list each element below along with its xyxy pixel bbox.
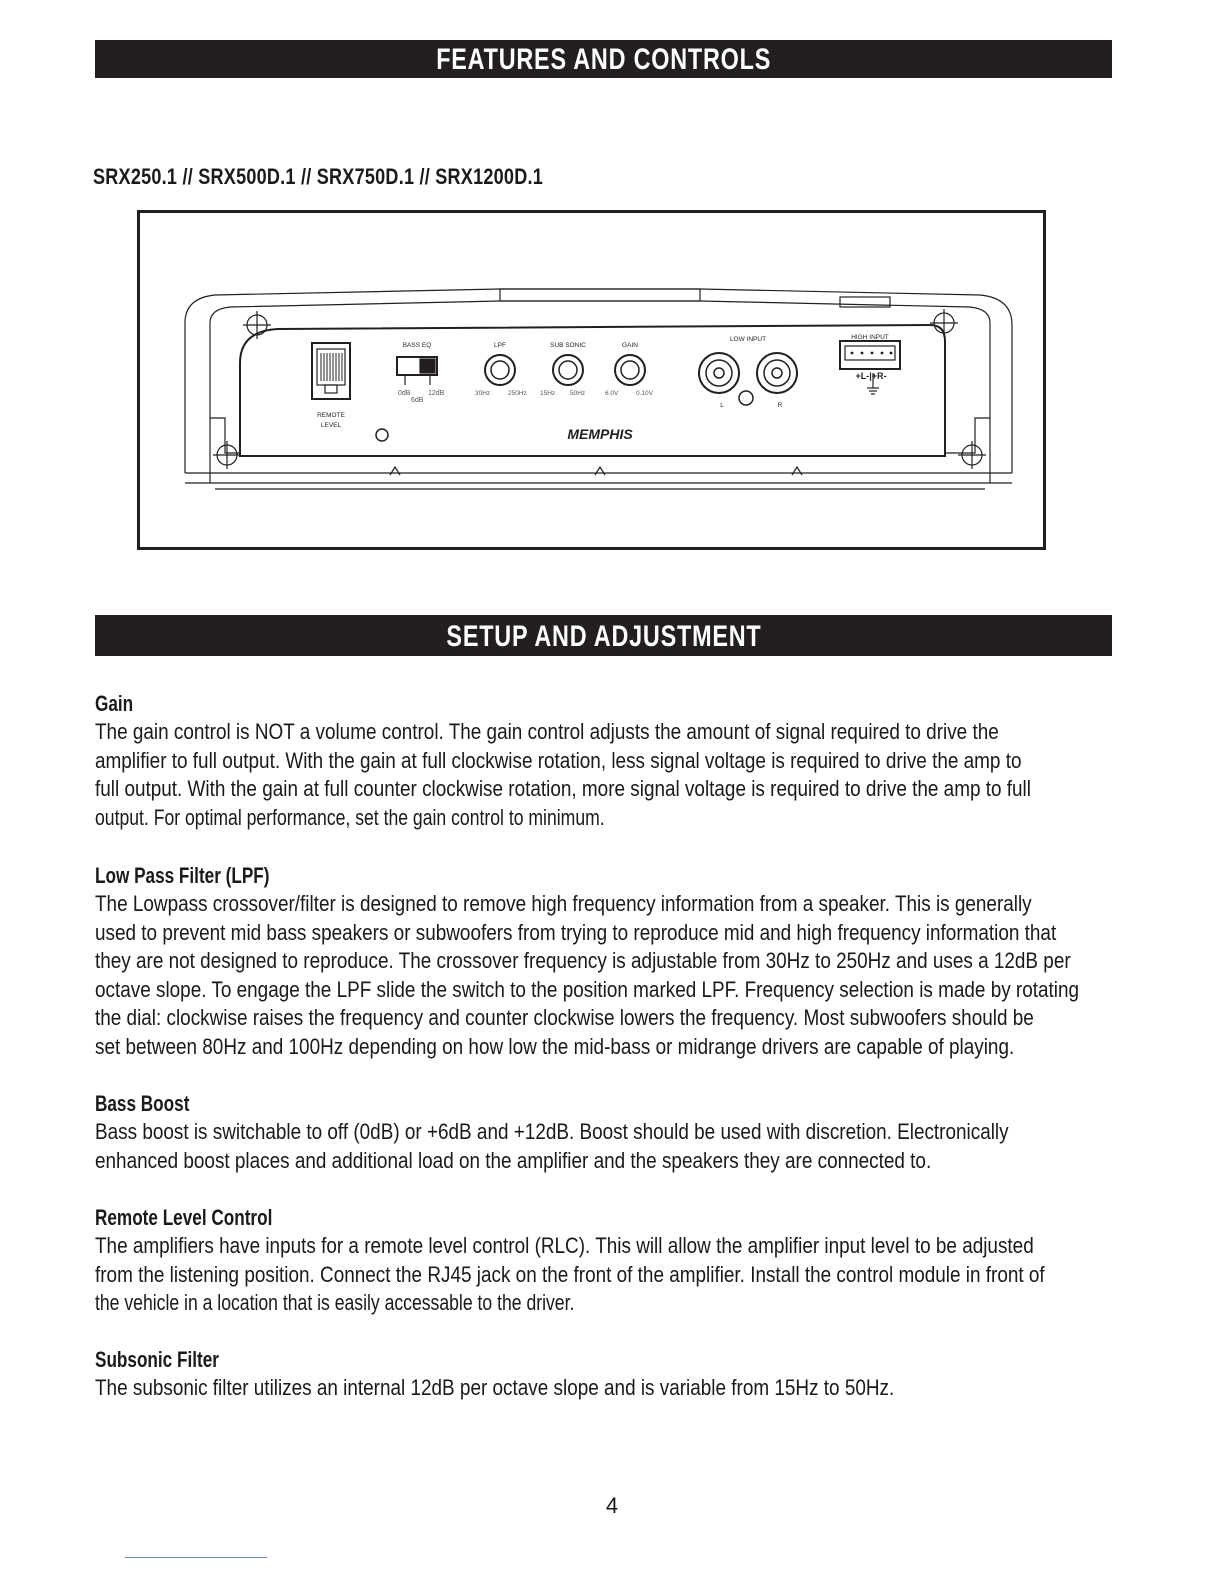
section-body	[95, 1374, 1135, 1403]
body-line: octave slope. To engage the LPF slide the switch to the position marked LPF. Frequency selection is made by rotating	[95, 976, 1080, 1002]
bass-eq-0db: 0dB	[398, 390, 411, 397]
section-title: Subsonic Filter	[95, 1347, 219, 1372]
body-line: The subsonic filter utilizes an internal 12dB per octave slope and is variable from 15Hz to 50Hz.	[95, 1375, 895, 1400]
high-input-pins: +L-|+R-	[855, 371, 887, 381]
remote-label-1: REMOTE	[317, 412, 345, 419]
body-line: the vehicle in a location that is easily accessable to the driver.	[95, 1290, 575, 1316]
setup-banner	[95, 615, 1112, 656]
remote-label-2: LEVEL	[320, 422, 342, 429]
section-bass-boost	[95, 1090, 1135, 1175]
gain-max: 0.10V	[636, 390, 653, 397]
bass-eq-label: BASS EQ	[402, 342, 432, 349]
body-line: used to prevent mid bass speakers or subwoofers from trying to reproduce mid and high frequency information that	[95, 919, 1057, 945]
body-line: full output. With the gain at full counter clockwise rotation, more signal voltage is required to drive the amp to full	[95, 776, 1031, 802]
section-body	[95, 1232, 1135, 1318]
setup-banner-text: SETUP AND ADJUSTMENT	[445, 620, 762, 653]
body-line: from the listening position. Connect the RJ45 jack on the front of the amplifier. Install the control module in front of	[95, 1261, 1045, 1287]
features-banner	[95, 40, 1112, 78]
section-subsonic-filter	[95, 1346, 1135, 1403]
body-line: amplifier to full output. With the gain at full clockwise rotation, less signal voltage is required to drive the amp to	[95, 747, 1022, 773]
body-line: The Lowpass crossover/filter is designed to remove high frequency information from a speaker. This is generally	[95, 891, 1032, 916]
body-line: they are not designed to reproduce. The crossover frequency is adjustable from 30Hz to 250Hz and uses a 12dB per	[95, 948, 1071, 974]
subsonic-label: SUB SONIC	[550, 342, 586, 349]
lpf-min: 30Hz	[475, 390, 491, 397]
section-body	[95, 718, 1135, 832]
section-title: Gain	[95, 691, 134, 716]
lpf-max: 250Hz	[508, 390, 527, 397]
body-line: output. For optimal performance, set the gain control to minimum.	[95, 804, 605, 830]
high-input-label: HIGH INPUT	[851, 334, 889, 341]
amplifier-drawing	[140, 213, 1043, 547]
model-list: SRX250.1 // SRX500D.1 // SRX750D.1 // SRX1200D.1	[93, 164, 544, 189]
low-input-l: L	[720, 402, 724, 409]
section-title: Low Pass Filter (LPF)	[95, 863, 270, 888]
section-body	[95, 890, 1135, 1062]
subsonic-min: 15Hz	[540, 390, 556, 397]
lpf-label: LPF	[494, 342, 506, 349]
gain-min: 6.0V	[605, 390, 619, 397]
section-title: Bass Boost	[95, 1091, 190, 1116]
subsonic-max: 50Hz	[570, 390, 586, 397]
memphis-logo: MEMPHIS	[567, 426, 633, 442]
section-low-pass-filter-lpf	[95, 862, 1135, 1062]
footer-rule	[125, 1557, 267, 1558]
gain-label: GAIN	[622, 342, 638, 349]
section-body	[95, 1118, 1135, 1175]
features-banner-text: FEATURES AND CONTROLS	[436, 43, 771, 76]
body-line: The amplifiers have inputs for a remote level control (RLC). This will allow the amplifier input level to be adjusted	[95, 1233, 1034, 1258]
body-line: set between 80Hz and 100Hz depending on how low the mid-bass or midrange drivers are capable of playing.	[95, 1033, 1015, 1059]
low-input-label: LOW INPUT	[729, 336, 767, 343]
body-line: The gain control is NOT a volume control. The gain control adjusts the amount of signal required to drive the	[95, 719, 999, 744]
section-gain	[95, 690, 1135, 832]
amplifier-diagram	[137, 210, 1046, 550]
page-number: 4	[605, 1493, 619, 1518]
section-remote-level-control	[95, 1204, 1135, 1318]
body-line: enhanced boost places and additional load on the amplifier and the speakers they are connected to.	[95, 1147, 932, 1173]
section-title: Remote Level Control	[95, 1205, 273, 1230]
body-line: Bass boost is switchable to off (0dB) or +6dB and +12dB. Boost should be used with discretion. Electronically	[95, 1119, 1009, 1144]
body-line: the dial: clockwise raises the frequency and counter clockwise lowers the frequency. Most subwoofers should be	[95, 1005, 1034, 1031]
low-input-r: R	[777, 402, 783, 409]
bass-eq-12db: 12dB	[428, 390, 445, 397]
bass-eq-6db: 6dB	[411, 397, 424, 404]
